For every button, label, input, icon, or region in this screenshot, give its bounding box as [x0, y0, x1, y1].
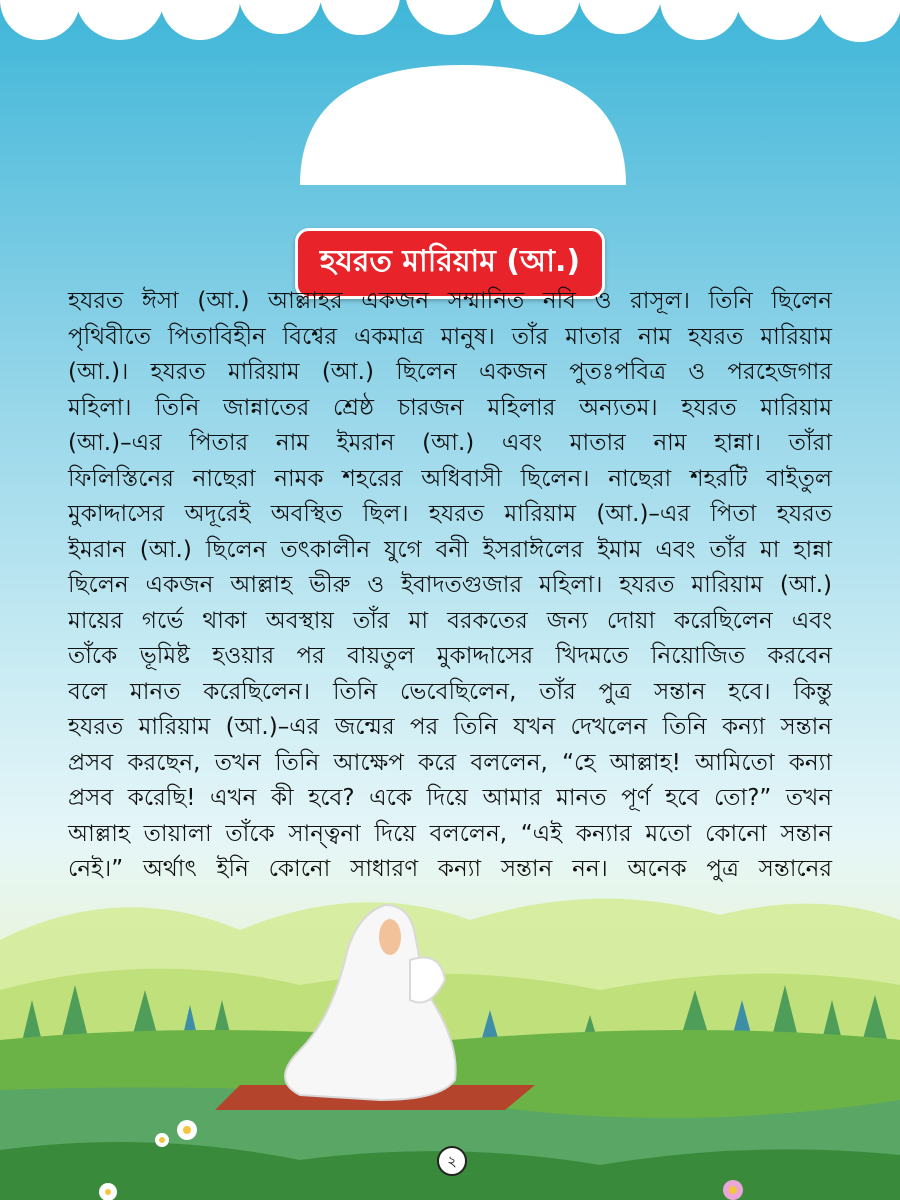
paragraph-line: মুকাদ্দাসের অদূরেই অবস্থিত ছিল। হযরত মারিয়াম (আ.)–এর পিতা হযরত — [68, 501, 832, 527]
handle-cutout — [300, 65, 626, 185]
paragraph-line: প্রসব করছেন, তখন তিনি আক্ষেপ করে বললেন, “হে আল্লাহ! আমিতো কন্যা — [68, 749, 832, 776]
paragraph-line: মায়ের গর্ভে থাকা অবস্থায় তাঁর মা বরকতের জন্য দোয়া করেছিলেন এবং — [68, 607, 832, 634]
paragraph-line: ফিলিস্তিনের নাছেরা নামক শহরের অধিবাসী ছিলেন। নাছেরা শহরটি বাইতুল — [68, 465, 832, 492]
story-paragraph — [68, 284, 832, 888]
paragraph-line: (আ.)। হযরত মারিয়াম (আ.) ছিলেন একজন পুতঃপবিত্র ও পরহেজগার — [68, 359, 832, 385]
page-title: হযরত মারিয়াম (আ.) — [295, 228, 605, 299]
paragraph-line: বলে মানত করেছিলেন। তিনি ভেবেছিলেন, তাঁর পুত্র সন্তান হবে। কিন্তু — [68, 678, 832, 705]
paragraph-line: প্রসব করেছি! এখন কী হবে? একে দিয়ে আমার মানত পূর্ণ হবে তো?” তখন — [68, 785, 832, 811]
paragraph-line: নেই।” অর্থাৎ ইনি কোনো সাধারণ কন্যা সন্তান নন। অনেক পুত্র সন্তানের — [68, 856, 832, 882]
paragraph-line: পৃথিবীতে পিতাবিহীন বিশ্বের একমাত্র মানুষ। তাঁর মাতার নাম হযরত মারিয়াম — [68, 323, 832, 350]
paragraph-line: তাঁকে ভূমিষ্ট হওয়ার পর বায়তুল মুকাদ্দাসের খিদমতে নিয়োজিত করবেন — [68, 643, 832, 669]
paragraph-line: ইমরান (আ.) ছিলেন তৎকালীন যুগে বনী ইসরাঈলের ইমাম এবং তাঁর মা হান্না — [68, 536, 832, 563]
paragraph-line: হযরত মারিয়াম (আ.)–এর জন্মের পর তিনি যখন দেখলেন তিনি কন্যা সন্তান — [68, 714, 832, 740]
paragraph-line: মহিলা। তিনি জান্নাতের শ্রেষ্ঠ চারজন মহিলার অন্যতম। হযরত মারিয়াম — [68, 394, 832, 421]
paragraph-line: হযরত ঈসা (আ.) আল্লাহর একজন সম্মানিত নবি ও রাসূল। তিনি ছিলেন — [68, 288, 832, 314]
paragraph-line: ছিলেন একজন আল্লাহ ভীরু ও ইবাদতগুজার মহিলা। হযরত মারিয়াম (আ.) — [68, 572, 832, 598]
top-cloud-border — [0, 0, 900, 42]
paragraph-line: আল্লাহ তায়ালা তাঁকে সান্ত্বনা দিয়ে বললেন, “এই কন্যার মতো কোনো সন্তান — [68, 820, 832, 847]
page-number: ২ — [437, 1146, 467, 1176]
paragraph-line: (আ.)–এর পিতার নাম ইমরান (আ.) এবং মাতার নাম হান্না। তাঁরা — [68, 430, 832, 456]
